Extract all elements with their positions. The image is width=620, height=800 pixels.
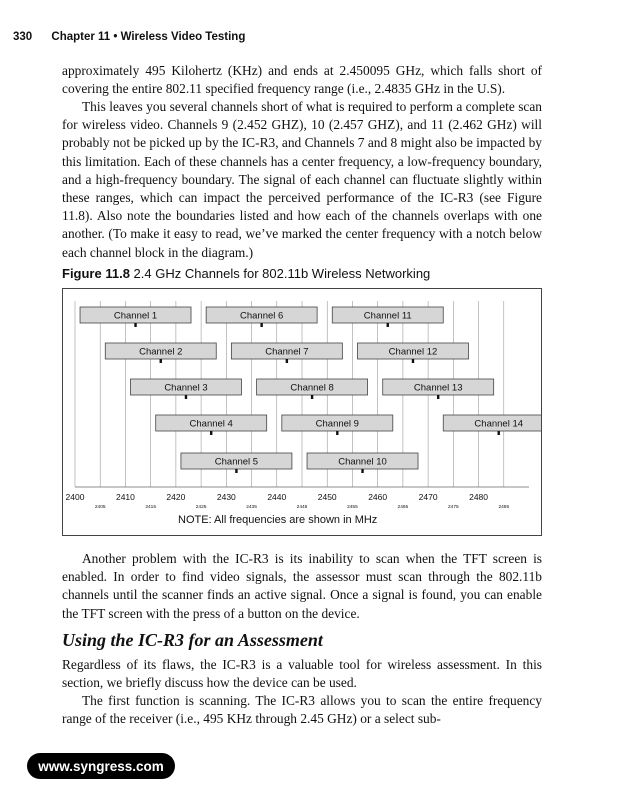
- page-header: [13, 31, 245, 43]
- paragraph-3: [62, 550, 542, 623]
- channel-label: Channel 5: [214, 456, 259, 468]
- paragraph-3-text: Another problem with the IC-R3 is its inability to scan when the TFT screen is enabled. In order to find video signals, the assessor must scan through the 802.11b channels until the scanner finds an active signal. Once a signal is found, you can enable the TFT screen with the press of a button on the device.: [62, 551, 542, 621]
- major-tick-label: 2410: [115, 492, 135, 502]
- center-notch: [160, 359, 162, 363]
- major-tick-label: 2450: [317, 492, 337, 502]
- center-notch: [361, 469, 363, 473]
- major-tick-label: 2480: [469, 492, 489, 502]
- center-notch: [387, 323, 389, 327]
- center-notch: [412, 359, 414, 363]
- figure-note: NOTE: All frequencies are shown in MHz: [178, 514, 378, 526]
- channel-label: Channel 10: [338, 456, 387, 468]
- minor-tick-label: 2485: [498, 505, 510, 510]
- footer-url[interactable]: www.syngress.com: [27, 753, 175, 779]
- minor-tick-label: 2475: [447, 505, 459, 510]
- channel-diagram: [62, 288, 542, 536]
- minor-tick-label: 2415: [145, 505, 157, 510]
- paragraph-2-text: This leaves you several channels short of what is required to perform a complete scan for wireless video. Channels 9 (2.452 GHZ), 10 (2.457 GHZ), and 11 (2.462 GHz) will probably not be picked up by the IC-R3, and Channels 7 and 8 might also be impacted by this limitation. Each of these channels has a center frequency, a low-frequency boundary, and a high-frequency boundary. The signal of each channel can fluctuate slightly within these ranges, which can impact the perceived performance of the IC-R3 (see Figure 11.8). Also note the boundaries listed and how each of the channels overlaps with one another. (To make it easy to read, we’ve marked the center frequency with a notch below each channel block in the diagram.): [62, 99, 542, 260]
- channel-label: Channel 14: [474, 418, 524, 430]
- figure-title: 2.4 GHz Channels for 802.11b Wireless Networking: [133, 266, 431, 281]
- major-tick-label: 2400: [65, 492, 85, 502]
- paragraph-5-text: The first function is scanning. The IC-R3 allows you to scan the entire frequency range of the receiver (i.e., 495 KHz through 2.45 GHz) or a select sub-: [62, 693, 542, 727]
- figure-caption: [62, 266, 430, 281]
- channel-label: Channel 6: [239, 310, 284, 322]
- paragraph-1: approximately 495 Kilohertz (KHz) and ends at 2.450095 GHz, which falls short of covering the entire 802.11 specified frequency range (i.e., 2.4835 GHz in the U.S).: [62, 63, 542, 97]
- center-notch: [311, 395, 313, 399]
- center-notch: [437, 395, 439, 399]
- channel-label: Channel 3: [164, 382, 208, 394]
- chapter-title: Chapter 11 • Wireless Video Testing: [51, 31, 246, 43]
- channel-label: Channel 4: [189, 418, 233, 430]
- minor-tick-label: 2445: [296, 505, 308, 510]
- channel-label: Channel 1: [113, 310, 158, 322]
- paragraph-4: Regardless of its flaws, the IC-R3 is a valuable tool for wireless assessment. In this section, we briefly discuss how the device can be used.: [62, 657, 542, 691]
- channel-label: Channel 13: [413, 382, 463, 394]
- major-tick-label: 2430: [216, 492, 236, 502]
- center-notch: [260, 323, 262, 327]
- center-notch: [336, 431, 338, 435]
- major-tick-label: 2470: [418, 492, 438, 502]
- minor-tick-label: 2465: [397, 505, 409, 510]
- paragraph-5: [62, 692, 542, 728]
- major-tick-label: 2460: [368, 492, 388, 502]
- center-notch: [286, 359, 288, 363]
- channel-label: Channel 7: [265, 346, 309, 358]
- channel-label: Channel 9: [315, 418, 359, 430]
- channel-chart: [63, 289, 541, 535]
- center-notch: [210, 431, 212, 435]
- figure-label: Figure 11.8: [62, 266, 130, 281]
- channel-label: Channel 12: [388, 346, 438, 358]
- center-notch: [235, 469, 237, 473]
- paragraph-2: [62, 98, 542, 262]
- channel-label: Channel 8: [290, 382, 334, 394]
- major-tick-label: 2440: [267, 492, 287, 502]
- minor-tick-label: 2405: [94, 505, 106, 510]
- minor-tick-label: 2455: [347, 505, 358, 510]
- channel-label: Channel 2: [139, 346, 183, 358]
- section-heading: Using the IC-R3 for an Assessment: [62, 630, 323, 650]
- center-notch: [134, 323, 136, 327]
- page-number: 330: [13, 31, 33, 43]
- center-notch: [498, 431, 500, 435]
- channel-label: Channel 11: [363, 310, 412, 322]
- minor-tick-label: 2425: [195, 505, 207, 510]
- center-notch: [185, 395, 187, 399]
- minor-tick-label: 2435: [246, 505, 257, 510]
- major-tick-label: 2420: [166, 492, 186, 502]
